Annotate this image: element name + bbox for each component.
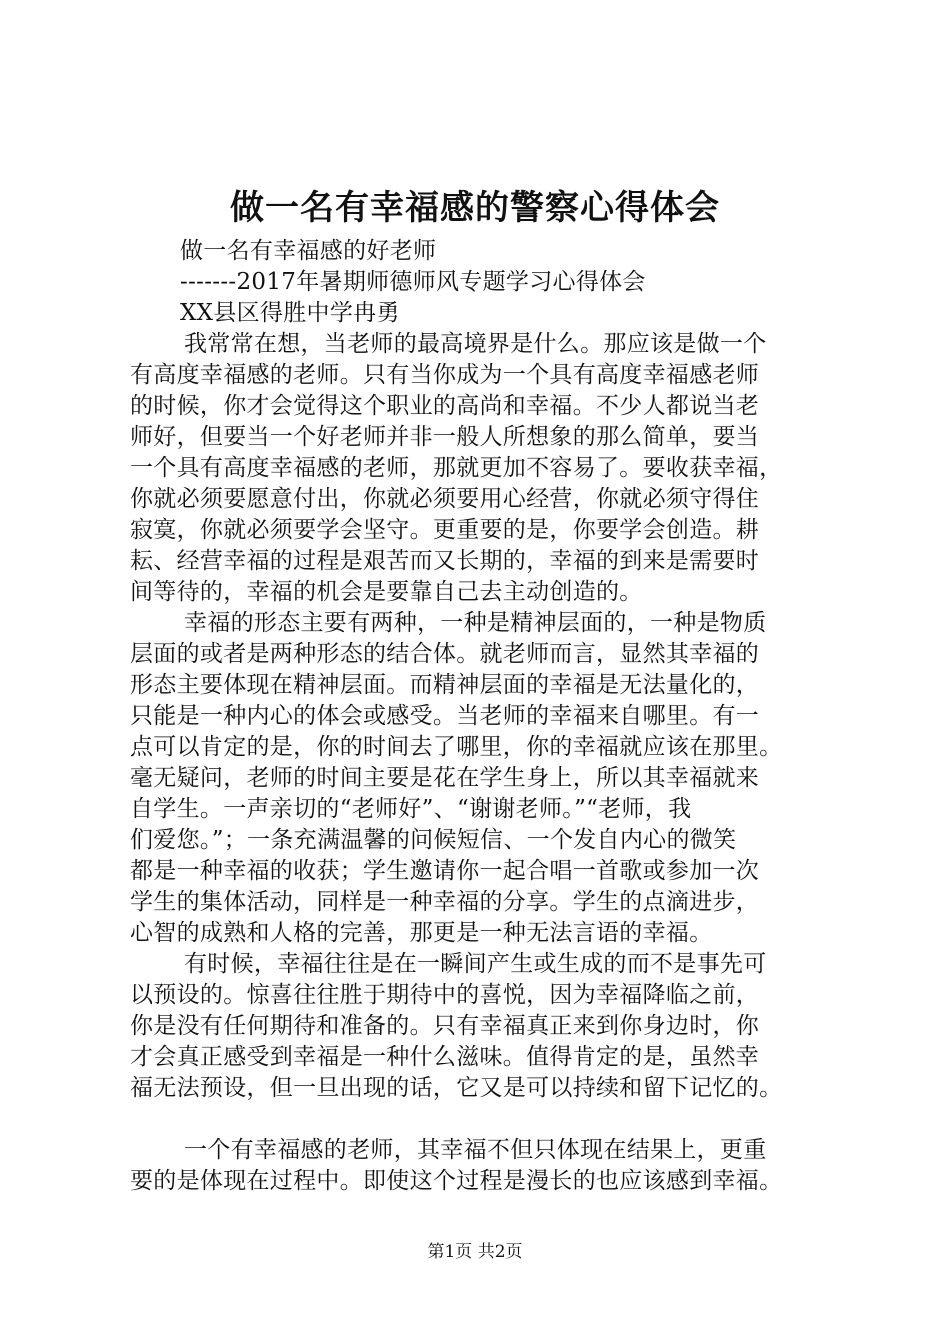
paragraph-4 (130, 1135, 830, 1197)
paragraph-line: 学生的集体活动，同样是一种幸福的分享。学生的点滴进步， (130, 889, 760, 915)
blank-line (130, 1104, 830, 1135)
paragraph-3 (130, 949, 830, 1104)
paragraph-line: 你是没有任何期待和准备的。只有幸福真正来到你身边时，你 (130, 1013, 760, 1039)
paragraph-line: 们爱您。”；一条充满温馨的问候短信、一个发自内心的微笑 (130, 827, 737, 853)
paragraph-line: 有高度幸福感的老师。只有当你成为一个具有高度幸福感老师 (130, 362, 760, 388)
document-title: 做一名有幸福感的警察心得体会 (230, 188, 720, 228)
paragraph-2 (130, 608, 830, 949)
paragraph-line: 寂寞，你就必须要学会坚守。更重要的是，你要学会创造。耕 (130, 517, 760, 543)
paragraph-line: 幸福的形态主要有两种，一种是精神层面的，一种是物质 (184, 610, 767, 636)
paragraph-line: 的时候，你才会觉得这个职业的高尚和幸福。不少人都说当老 (130, 393, 760, 419)
document-body (130, 236, 830, 1197)
paragraph-line: 以预设的。惊喜往往胜于期待中的喜悦，因为幸福降临之前， (130, 982, 760, 1008)
paragraph-line: 毫无疑问，老师的时间主要是花在学生身上，所以其幸福就来 (130, 765, 760, 791)
paragraph-line: 形态主要体现在精神层面。而精神层面的幸福是无法量化的， (130, 672, 760, 698)
paragraph-line: 点可以肯定的是，你的时间去了哪里，你的幸福就应该在那里。 (130, 734, 783, 760)
page-footer: 第1页 共2页 (427, 1242, 523, 1262)
paragraph-line: 都是一种幸福的收获；学生邀请你一起合唱一首歌或参加一次 (130, 858, 760, 884)
paragraph-line: 只能是一种内心的体会或感受。当老师的幸福来自哪里。有一 (130, 703, 760, 729)
author-line: XX县区得胜中学冉勇 (180, 300, 400, 326)
paragraph-line: 才会真正感受到幸福是一种什么滋味。值得肯定的是，虽然幸 (130, 1044, 760, 1070)
series-line: -------2017年暑期师德师风专题学习心得体会 (180, 269, 646, 295)
paragraph-line: 要的是体现在过程中。即使这个过程是漫长的也应该感到幸福。 (130, 1168, 783, 1194)
subtitle: 做一名有幸福感的好老师 (180, 238, 437, 264)
paragraph-line: 心智的成熟和人格的完善，那更是一种无法言语的幸福。 (130, 920, 713, 946)
paragraph-line: 我常常在想，当老师的最高境界是什么。那应该是做一个 (184, 331, 767, 357)
paragraph-line: 层面的或者是两种形态的结合体。就老师而言，显然其幸福的 (130, 641, 760, 667)
paragraph-line: 你就必须要愿意付出，你就必须要用心经营，你就必须守得住 (130, 486, 760, 512)
paragraph-line: 师好，但要当一个好老师并非一般人所想象的那么简单，要当 (130, 424, 760, 450)
paragraph-line: 福无法预设，但一旦出现的话，它又是可以持续和留下记忆的。 (130, 1075, 783, 1101)
paragraph-1 (130, 329, 830, 608)
paragraph-line: 间等待的，幸福的机会是要靠自己去主动创造的。 (130, 579, 643, 605)
paragraph-line: 有时候，幸福往往是在一瞬间产生或生成的而不是事先可 (184, 951, 767, 977)
paragraph-line: 耘、经营幸福的过程是艰苦而又长期的，幸福的到来是需要时 (130, 548, 760, 574)
paragraph-line: 自学生。一声亲切的“老师好”、“谢谢老师。”“老师，我 (130, 796, 692, 822)
paragraph-line: 一个具有高度幸福感的老师，那就更加不容易了。要收获幸福， (130, 455, 783, 481)
paragraph-line: 一个有幸福感的老师，其幸福不但只体现在结果上，更重 (184, 1137, 767, 1163)
